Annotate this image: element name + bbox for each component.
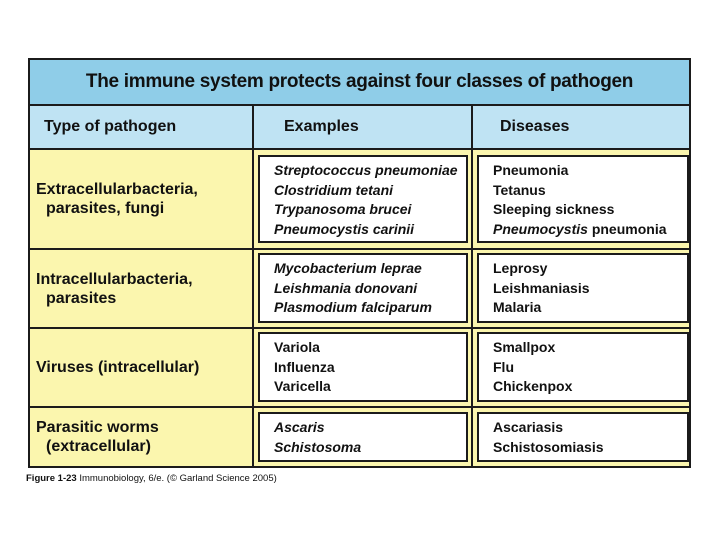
pathogen-type <box>36 408 248 466</box>
diseases-box <box>477 155 689 243</box>
disease-item: Sleeping sickness <box>493 201 615 217</box>
caption-label: Figure 1-23 <box>26 473 77 484</box>
pathogen-table-figure <box>28 58 691 468</box>
column-divider <box>471 150 473 248</box>
header-divider <box>252 106 254 148</box>
disease-item: Malaria <box>493 299 542 315</box>
example-item: Ascaris <box>274 419 325 435</box>
examples-box <box>258 253 468 323</box>
disease-item: Leishmaniasis <box>493 279 590 296</box>
pathogen-type-line: parasites <box>46 289 117 307</box>
examples-box <box>258 332 468 402</box>
header-type-of-pathogen: Type of pathogen <box>44 118 177 135</box>
example-item: Leishmania donovani <box>274 279 418 296</box>
table-row <box>30 408 689 466</box>
example-item: Variola <box>274 339 320 355</box>
pathogen-type-line: Parasitic worms <box>36 419 159 436</box>
example-item: Clostridium tetani <box>274 181 394 198</box>
example-item: Influenza <box>274 358 335 375</box>
pathogen-type-line: Extracellularbacteria, <box>36 181 198 198</box>
title-bar <box>30 60 689 106</box>
column-divider <box>471 329 473 406</box>
diseases-box <box>477 332 689 402</box>
disease-item <box>493 220 687 240</box>
column-divider <box>471 250 473 327</box>
column-divider <box>252 150 254 248</box>
header-row <box>30 106 689 150</box>
pathogen-type-line: (extracellular) <box>46 438 151 455</box>
diseases-box <box>477 253 689 323</box>
pathogen-type <box>36 329 248 406</box>
column-divider <box>252 329 254 406</box>
table-row <box>30 250 689 329</box>
table-row <box>30 329 689 408</box>
pathogen-type-line: Intracellularbacteria, <box>36 270 193 288</box>
column-divider <box>252 250 254 327</box>
example-item: Schistosoma <box>274 438 362 455</box>
table-row <box>30 150 689 250</box>
example-item: Streptococcus pneumoniae <box>274 162 458 178</box>
figure-caption <box>26 473 277 484</box>
disease-item: Chickenpox <box>493 378 573 394</box>
caption-text: Immunobiology, 6/e. (© Garland Science 2005) <box>76 473 277 484</box>
disease-item: Pneumonia <box>493 162 569 178</box>
pathogen-type <box>36 150 248 248</box>
disease-item: Smallpox <box>493 339 556 355</box>
pathogen-type <box>36 250 248 327</box>
header-diseases: Diseases <box>500 118 570 135</box>
pathogen-type-line: parasites, fungi <box>46 200 165 217</box>
disease-item: Tetanus <box>493 181 546 198</box>
disease-item: Schistosomiasis <box>493 438 604 455</box>
disease-item: Ascariasis <box>493 419 564 435</box>
diseases-box <box>477 412 689 462</box>
header-examples: Examples <box>284 118 359 135</box>
column-divider <box>471 408 473 466</box>
pathogen-type-line: Viruses (intracellular) <box>36 359 200 376</box>
header-divider <box>471 106 473 148</box>
examples-box <box>258 412 468 462</box>
disease-item: Leprosy <box>493 260 548 276</box>
column-divider <box>252 408 254 466</box>
disease-item-rest: pneumonia <box>587 220 667 237</box>
example-item: Trypanosoma brucei <box>274 201 412 217</box>
disease-item: Flu <box>493 358 514 375</box>
figure-title: The immune system protects against four classes of pathogen <box>85 71 634 92</box>
example-item: Mycobacterium leprae <box>274 260 422 276</box>
example-item: Pneumocystis carinii <box>274 220 415 237</box>
examples-box <box>258 155 468 243</box>
example-item: Varicella <box>274 378 331 394</box>
example-item: Plasmodium falciparum <box>274 299 432 315</box>
disease-item-italic: Pneumocystis <box>493 220 588 237</box>
